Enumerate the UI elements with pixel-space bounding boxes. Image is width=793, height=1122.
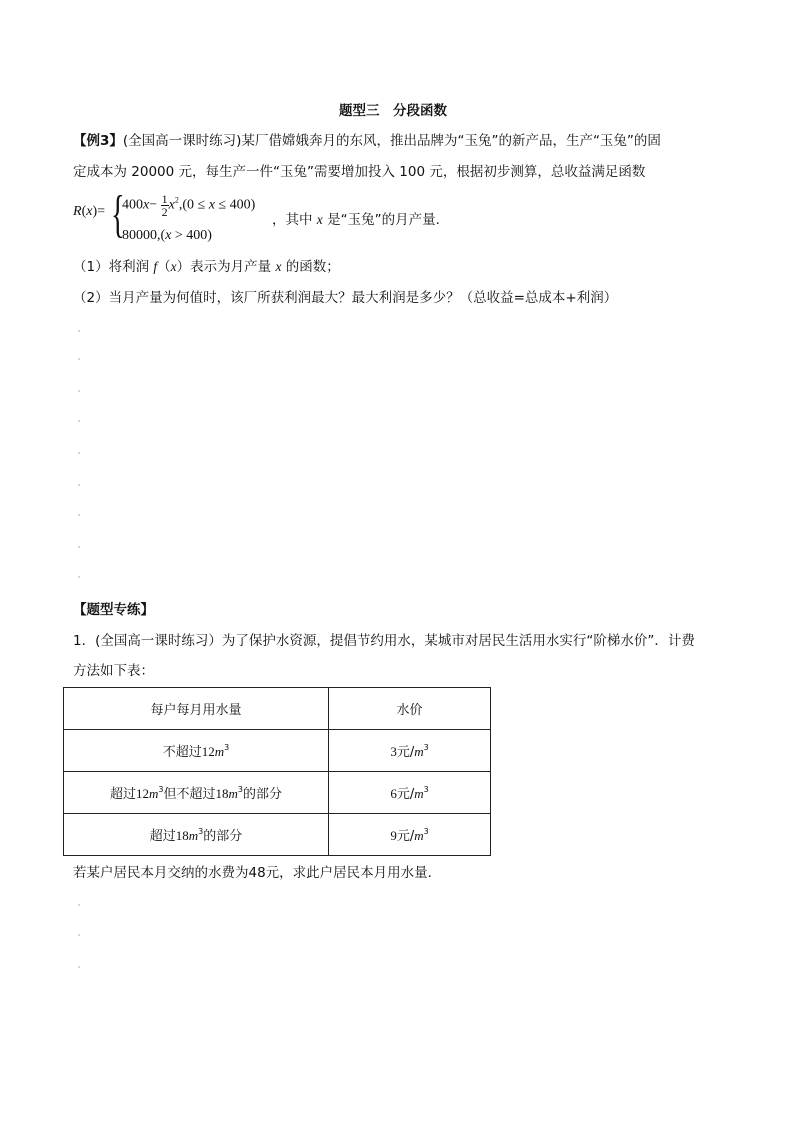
example-text-1: 某厂借嫦娥奔月的东风，推出品牌为“玉兔”的新产品，生产“玉兔”的固 xyxy=(241,133,661,149)
formula-case-1: 400x− $\frac{1}{2}$ $x^2,(0 \le x \le 400)$ xyxy=(122,192,256,219)
blank-mark xyxy=(78,390,80,392)
example-line-1 xyxy=(73,131,661,151)
example-source: (全国高一课时练习) xyxy=(122,133,242,149)
table-header-row xyxy=(64,688,491,730)
usage-cell: 超过$18m^3$的部分 xyxy=(64,814,329,856)
blank-mark xyxy=(78,546,80,548)
table-row xyxy=(64,772,491,814)
water-price-table xyxy=(63,687,491,856)
usage-cell: 不超过$12m^3$ xyxy=(64,730,329,772)
blank-mark xyxy=(78,966,80,968)
blank-mark xyxy=(78,514,80,516)
formula-lhs: R(x)= xyxy=(73,204,106,219)
price-cell: 6元$/m^3$ xyxy=(329,772,491,814)
formula-case-2: 80000,(x > 400) xyxy=(122,228,212,243)
blank-mark xyxy=(78,484,80,486)
blank-mark xyxy=(78,330,80,332)
price-cell: 3元$/m^3$ xyxy=(329,730,491,772)
practice-header: 【题型专练】 xyxy=(73,602,154,618)
blank-mark xyxy=(78,904,80,906)
practice-line-2: 方法如下表： xyxy=(73,663,154,679)
blank-mark xyxy=(78,576,80,578)
practice-line-1: 1．(全国高一课时练习）为了保护水资源，提倡节约用水，某城市对居民生活用水实行“阶梯水价”．计费 xyxy=(73,633,695,649)
table-row xyxy=(64,730,491,772)
table-header-price: 水价 xyxy=(329,688,491,730)
example-tag: 【例3】 xyxy=(73,133,123,149)
usage-cell: 超过$12m^3$但不超过$18m^3$的部分 xyxy=(64,772,329,814)
price-cell: 9元$/m^3$ xyxy=(329,814,491,856)
practice-question: 若某户居民本月交纳的水费为48元，求此户居民本月用水量． xyxy=(73,865,442,881)
question-1: （1）将利润 f（x）表示为月产量 x 的函数； xyxy=(73,259,340,275)
blank-mark xyxy=(78,452,80,454)
blank-mark xyxy=(78,420,80,422)
blank-mark xyxy=(78,358,80,360)
formula-fraction: $\frac{1}{2}$ xyxy=(161,192,168,219)
question-2: （2）当月产量为何值时，该厂所获利润最大？最大利润是多少？（总收益=总成本+利润） xyxy=(73,290,618,306)
left-brace: { xyxy=(111,186,125,243)
example-line-2: 定成本为 20000 元，每生产一件“玉兔”需要增加投入 100 元，根据初步测算，总收益满足函数 xyxy=(73,164,646,180)
page-title: 题型三 分段函数 xyxy=(339,103,447,119)
table-header-usage: 每户每月用水量 xyxy=(64,688,329,730)
formula-tail: ，其中 x 是“玉兔”的月产量． xyxy=(272,212,450,228)
table-row xyxy=(64,814,491,856)
blank-mark xyxy=(78,934,80,936)
